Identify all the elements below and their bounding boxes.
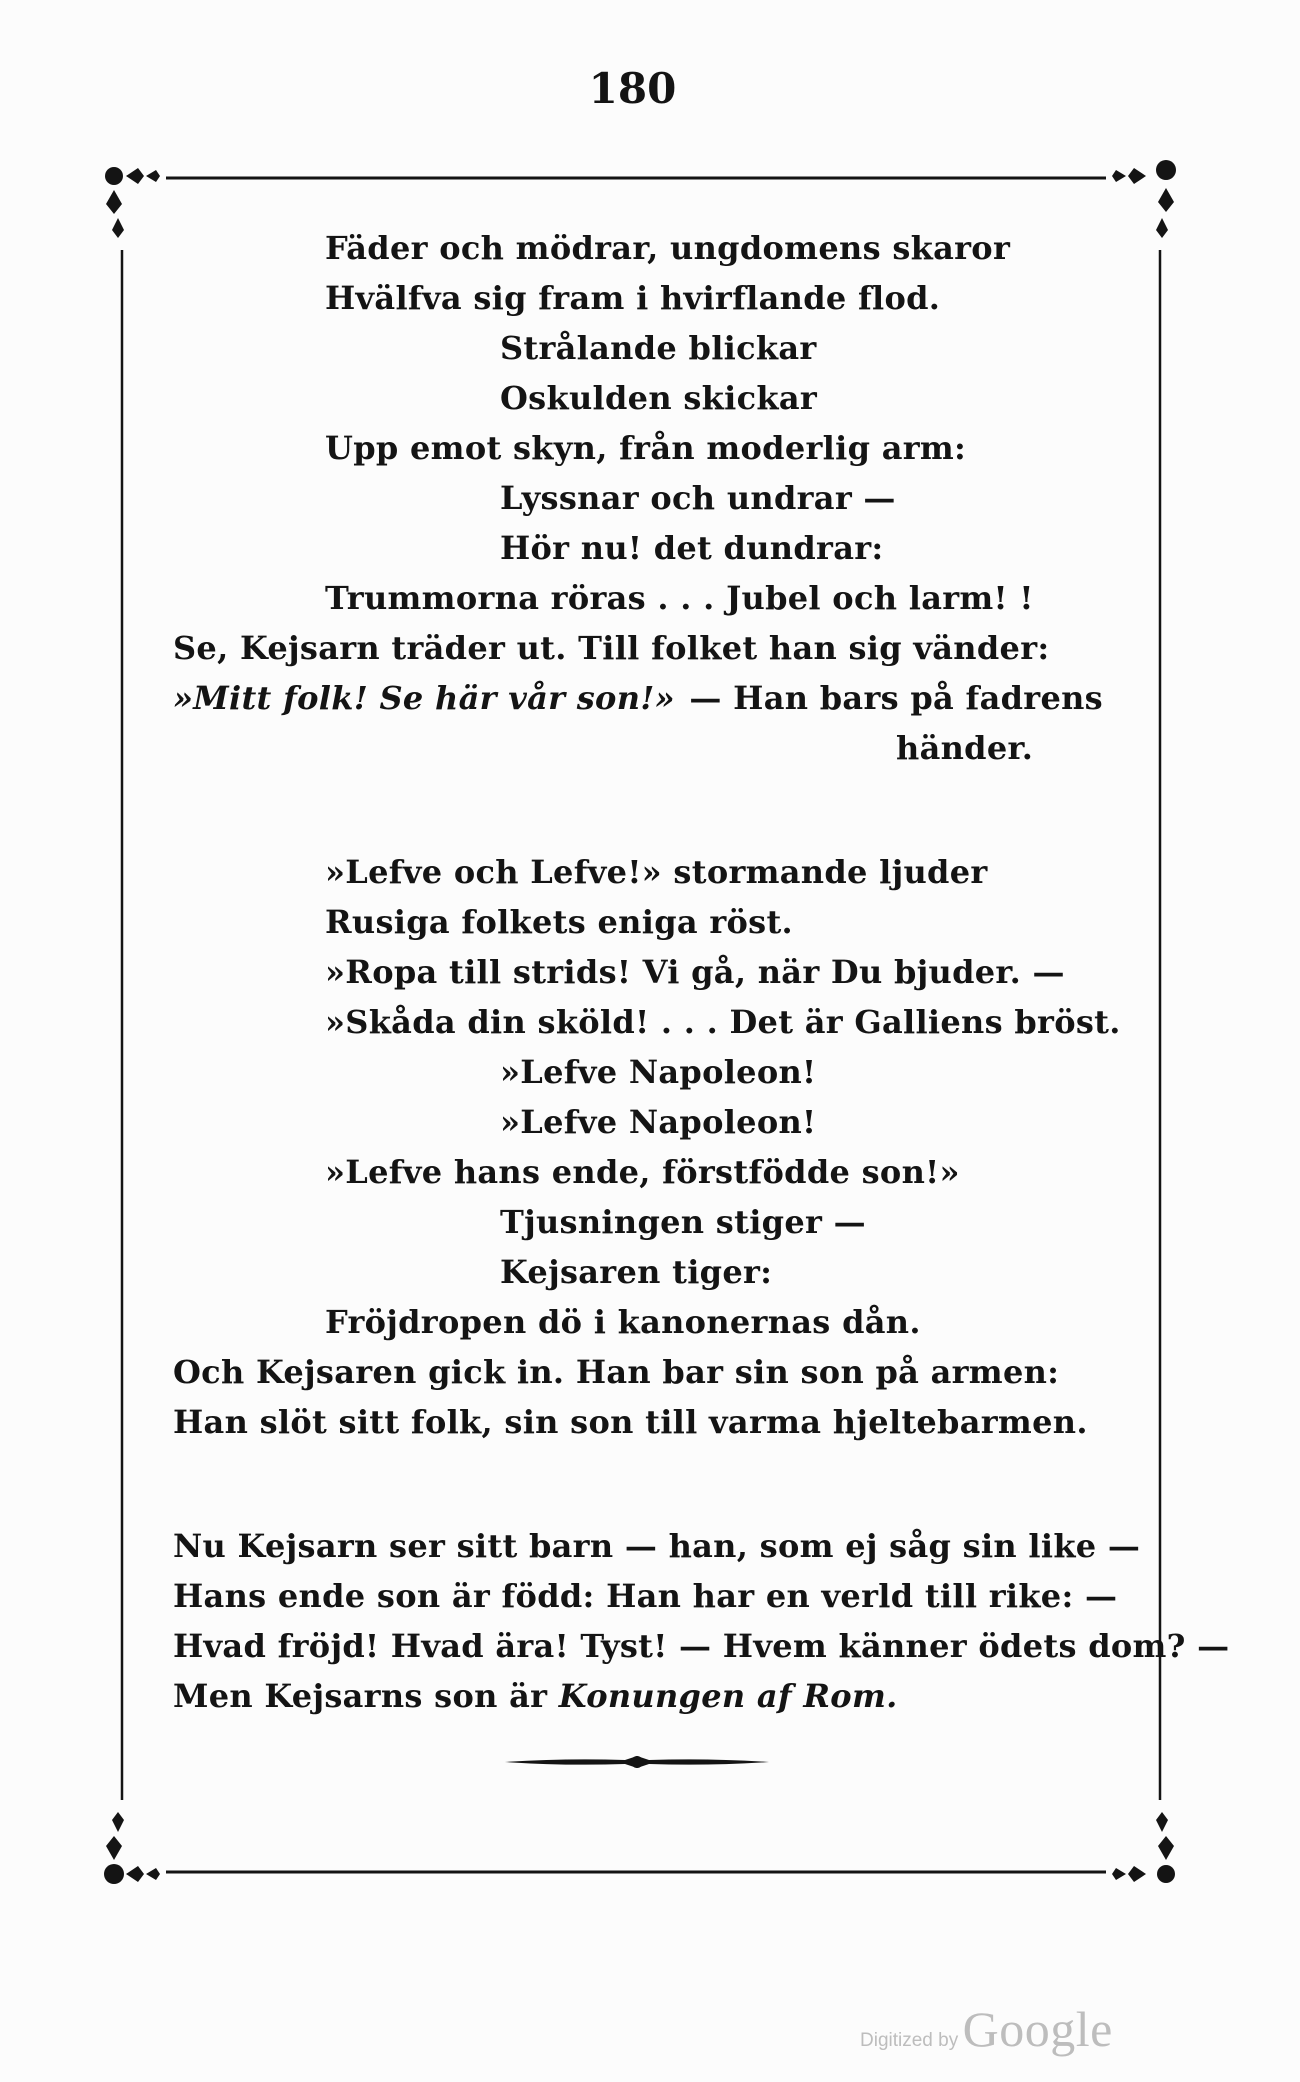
verse-line-last [173, 1676, 898, 1716]
digitized-credit [860, 2000, 1113, 2058]
verse-line: Hans ende son är född: Han har en verld till rike: — [173, 1577, 1118, 1615]
verse-line: Hvälfva sig fram i hvirflande flod. [325, 279, 941, 317]
verse-line: Strålande blickar [500, 329, 817, 367]
verse-line: Lyssnar och undrar — [500, 479, 896, 517]
verse-line: Fäder och mödrar, ungdomens skaror [325, 229, 1011, 267]
verse-line: Kejsaren tiger: [500, 1253, 773, 1291]
verse-line: Se, Kejsarn träder ut. Till folket han sig vänder: [173, 629, 1050, 667]
last-line-italic: Konungen af Rom. [558, 1677, 898, 1715]
last-line-plain: Men Kejsarns son är [173, 1677, 548, 1715]
page-number: 180 [588, 64, 677, 113]
verse-line-quote [173, 678, 1103, 718]
verse-line: Tjusningen stiger — [500, 1203, 866, 1241]
verse-line-continuation: händer. [896, 729, 1034, 767]
verse-line: Trummorna röras . . . Jubel och larm! ! [325, 579, 1034, 617]
verse-line: Och Kejsaren gick in. Han bar sin son på armen: [173, 1353, 1060, 1391]
verse-line: Nu Kejsarn ser sitt barn — han, som ej såg sin like — [173, 1527, 1141, 1565]
verse-line: »Lefve hans ende, förstfödde son!» [325, 1153, 960, 1191]
quote-rest: — Han bars på fadrens [689, 679, 1103, 717]
verse-line: Han slöt sitt folk, sin son till varma hjeltebarmen. [173, 1403, 1088, 1441]
verse-line: »Ropa till strids! Vi gå, när Du bjuder. — [325, 953, 1065, 991]
verse-line: Rusiga folkets eniga röst. [325, 903, 793, 941]
verse-line: »Lefve Napoleon! [500, 1053, 817, 1091]
verse-line: Oskulden skickar [500, 379, 818, 417]
quote-italic: »Mitt folk! Se här vår son!» [173, 679, 675, 717]
verse-line: »Lefve och Lefve!» stormande ljuder [325, 853, 988, 891]
verse-line: Hvad fröjd! Hvad ära! Tyst! — Hvem känner ödets dom? — [173, 1627, 1230, 1665]
verse-line: »Skåda din sköld! . . . Det är Galliens bröst. [325, 1003, 1121, 1041]
verse-line: Fröjdropen dö i kanonernas dån. [325, 1303, 921, 1341]
ornamental-rule-icon [505, 1752, 769, 1772]
credit-prefix: Digitized by [860, 2030, 959, 2051]
verse-line: Upp emot skyn, från moderlig arm: [325, 429, 967, 467]
verse-line: Hör nu! det dundrar: [500, 529, 884, 567]
verse-line: »Lefve Napoleon! [500, 1103, 817, 1141]
google-logo: Google [962, 2001, 1113, 2057]
